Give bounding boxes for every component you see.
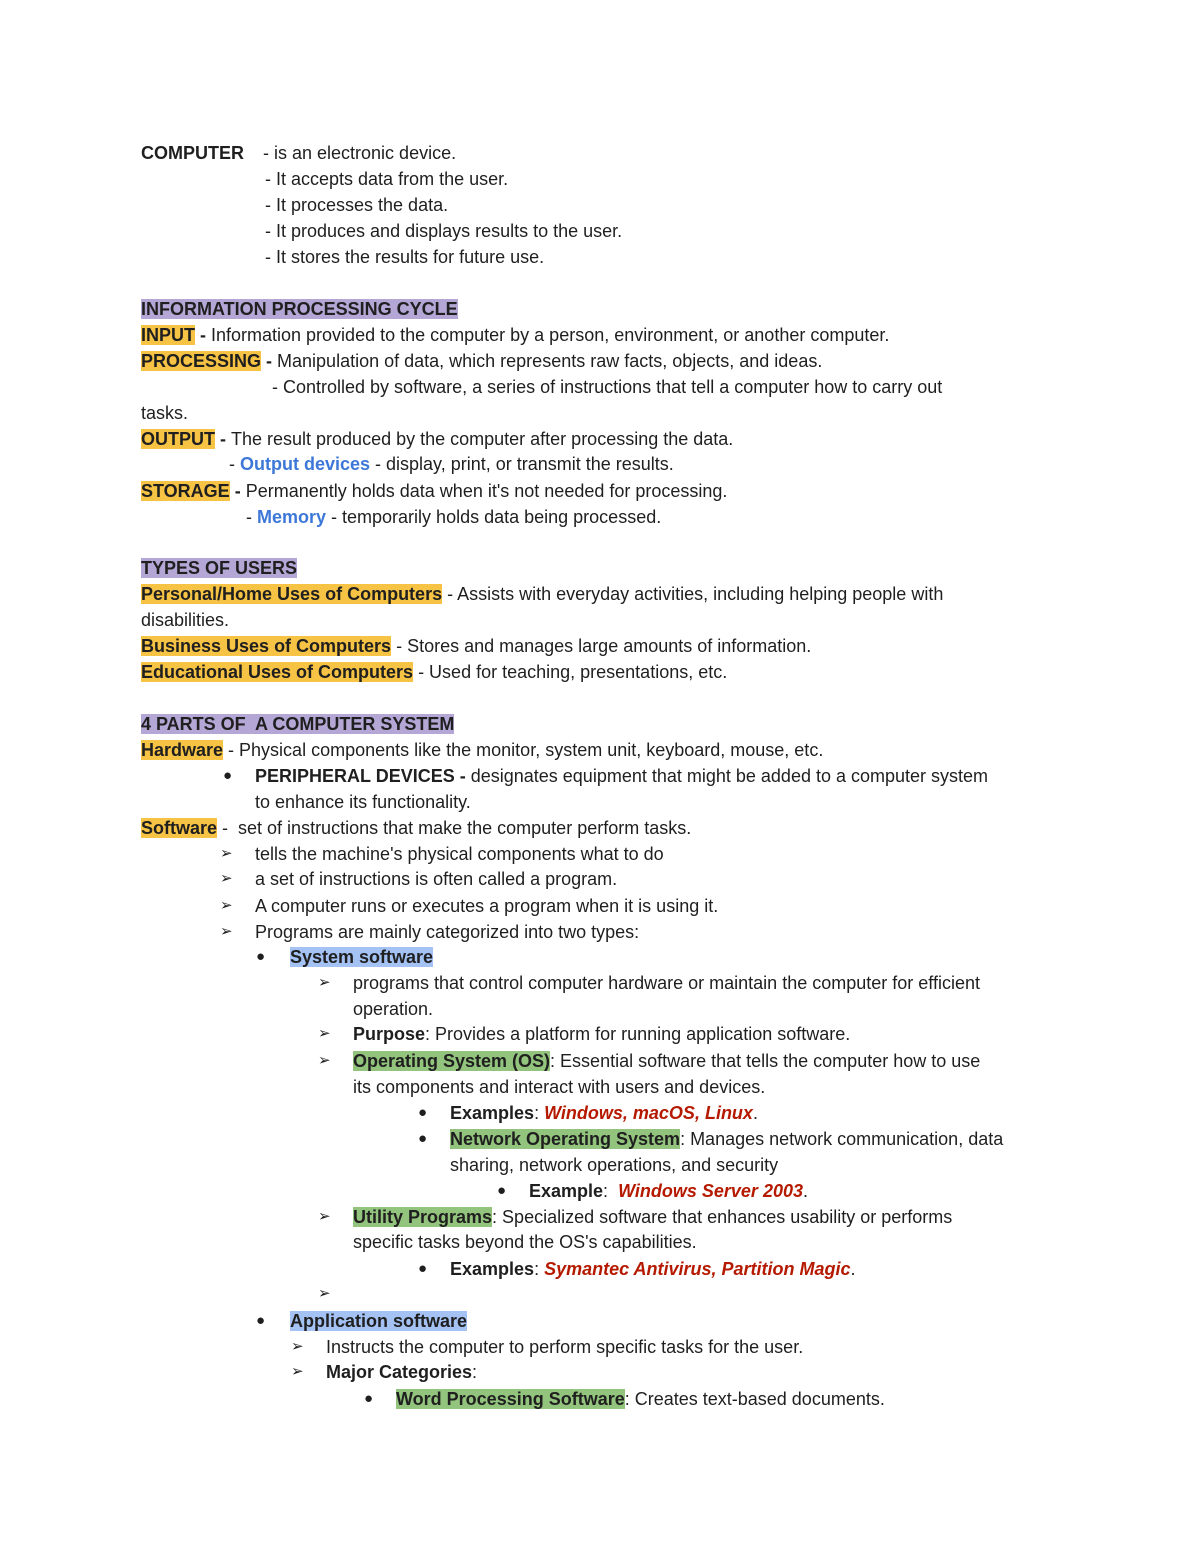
arrow-bullet-icon: ➢ — [318, 1052, 331, 1069]
output-definition: The result produced by the computer after processing the data. — [231, 429, 734, 449]
computer-point: - It stores the results for future use. — [265, 247, 545, 267]
personal-use-wrap: disabilities. — [141, 610, 230, 630]
arrow-bullet-icon: ➢ — [220, 845, 233, 862]
computer-definition: - is an electronic device. — [258, 143, 457, 163]
bullet-icon: ● — [223, 767, 233, 784]
business-use-term: Business Uses of Computers — [141, 636, 392, 656]
application-software-title: Application software — [290, 1311, 468, 1331]
educational-use-line: Educational Uses of Computers - Used for teaching, presentations, etc. — [141, 662, 728, 682]
system-software-point: programs that control computer hardware or maintain the computer for efficient — [353, 973, 980, 993]
os-line: Operating System (OS): Essential software that tells the computer how to use — [353, 1051, 981, 1071]
os-wrap: its components and interact with users and devices. — [353, 1077, 766, 1097]
personal-use-term: Personal/Home Uses of Computers — [141, 584, 443, 604]
ipc-heading: INFORMATION PROCESSING CYCLE — [141, 299, 458, 319]
utility-examples: Symantec Antivirus, Partition Magic — [544, 1259, 851, 1279]
os-examples-line: Examples: Windows, macOS, Linux. — [450, 1103, 758, 1123]
processing-definition: Manipulation of data, which represents raw facts, objects, and ideas. — [277, 351, 823, 371]
software-line: Software - set of instructions that make the computer perform tasks. — [141, 818, 692, 838]
software-term: Software — [141, 818, 218, 838]
bullet-icon: ● — [418, 1260, 428, 1277]
system-software-point-wrap: operation. — [353, 999, 434, 1019]
processing-line: PROCESSING - Manipulation of data, which represents raw facts, objects, and ideas. — [141, 351, 823, 371]
bullet-icon: ● — [418, 1104, 428, 1121]
processing-definition-2: - Controlled by software, a series of instructions that tell a computer how to carry out — [272, 377, 943, 397]
arrow-bullet-icon: ➢ — [220, 870, 233, 887]
processing-term: PROCESSING — [141, 351, 262, 371]
peripheral-term: PERIPHERAL DEVICES - — [255, 766, 471, 786]
output-term: OUTPUT — [141, 429, 215, 449]
system-software-title: System software — [290, 947, 434, 967]
memory-term: Memory — [257, 507, 327, 527]
bullet-icon: ● — [497, 1182, 507, 1199]
arrow-bullet-icon: ➢ — [318, 974, 331, 991]
major-categories-line: Major Categories: — [326, 1362, 478, 1382]
word-processing-term: Word Processing Software — [396, 1389, 625, 1409]
arrow-bullet-icon: ➢ — [318, 1025, 331, 1042]
application-software-point: Instructs the computer to perform specific tasks for the user. — [326, 1337, 804, 1357]
computer-point: - It processes the data. — [265, 195, 449, 215]
input-term: INPUT — [141, 325, 195, 345]
storage-definition: Permanently holds data when it's not needed for processing. — [245, 481, 728, 501]
input-line: INPUT - Information provided to the computer by a person, environment, or another computer. — [141, 325, 890, 345]
computer-point: - It accepts data from the user. — [265, 169, 509, 189]
nos-line: Network Operating System: Manages network communication, data — [450, 1129, 1004, 1149]
nos-example-line: Example: Windows Server 2003. — [529, 1181, 808, 1201]
parts-heading: 4 PARTS OF A COMPUTER SYSTEM — [141, 714, 455, 734]
nos-example: Windows Server 2003 — [618, 1181, 803, 1201]
utility-examples-line: Examples: Symantec Antivirus, Partition Magic. — [450, 1259, 856, 1279]
storage-line: STORAGE - Permanently holds data when it's not needed for processing. — [141, 481, 728, 501]
bullet-icon: ● — [364, 1390, 374, 1407]
software-point: A computer runs or executes a program when it is using it. — [255, 896, 719, 916]
word-processing-line: Word Processing Software: Creates text-based documents. — [396, 1389, 885, 1409]
arrow-bullet-icon: ➢ — [318, 1285, 331, 1302]
hardware-term: Hardware — [141, 740, 224, 760]
peripheral-line: PERIPHERAL DEVICES - designates equipment that might be added to a computer system — [255, 766, 989, 786]
arrow-bullet-icon: ➢ — [291, 1338, 304, 1355]
arrow-bullet-icon: ➢ — [220, 923, 233, 940]
arrow-bullet-icon: ➢ — [220, 897, 233, 914]
computer-term: COMPUTER — [141, 143, 244, 163]
output-devices-term: Output devices — [240, 454, 371, 474]
processing-definition-2-wrap: tasks. — [141, 403, 189, 423]
os-term: Operating System (OS) — [353, 1051, 551, 1071]
software-point: Programs are mainly categorized into two types: — [255, 922, 640, 942]
storage-term: STORAGE — [141, 481, 230, 501]
utility-line: Utility Programs: Specialized software that enhances usability or performs — [353, 1207, 953, 1227]
utility-wrap: specific tasks beyond the OS's capabilities. — [353, 1232, 697, 1252]
input-definition: Information provided to the computer by a person, environment, or another computer. — [211, 325, 890, 345]
utility-term: Utility Programs — [353, 1207, 493, 1227]
bullet-icon: ● — [256, 948, 266, 965]
arrow-bullet-icon: ➢ — [318, 1208, 331, 1225]
personal-use-line: Personal/Home Uses of Computers - Assists with everyday activities, including helping people with — [141, 584, 944, 604]
software-point: a set of instructions is often called a program. — [255, 869, 618, 889]
bullet-icon: ● — [418, 1130, 428, 1147]
computer-point: - It produces and displays results to the user. — [265, 221, 623, 241]
nos-term: Network Operating System — [450, 1129, 681, 1149]
educational-use-term: Educational Uses of Computers — [141, 662, 414, 682]
output-devices-line: - Output devices - display, print, or transmit the results. — [229, 454, 674, 474]
business-use-line: Business Uses of Computers - Stores and manages large amounts of information. — [141, 636, 812, 656]
os-examples: Windows, macOS, Linux — [544, 1103, 753, 1123]
computer-line — [141, 141, 456, 165]
users-heading: TYPES OF USERS — [141, 558, 298, 578]
bullet-icon: ● — [256, 1312, 266, 1329]
hardware-line: Hardware - Physical components like the monitor, system unit, keyboard, mouse, etc. — [141, 740, 824, 760]
software-point: tells the machine's physical components what to do — [255, 844, 664, 864]
output-line: OUTPUT - The result produced by the computer after processing the data. — [141, 429, 734, 449]
nos-wrap: sharing, network operations, and security — [450, 1155, 779, 1175]
purpose-line: Purpose: Provides a platform for running application software. — [353, 1024, 851, 1044]
peripheral-wrap: to enhance its functionality. — [255, 792, 471, 812]
memory-line: - Memory - temporarily holds data being processed. — [246, 507, 662, 527]
arrow-bullet-icon: ➢ — [291, 1363, 304, 1380]
